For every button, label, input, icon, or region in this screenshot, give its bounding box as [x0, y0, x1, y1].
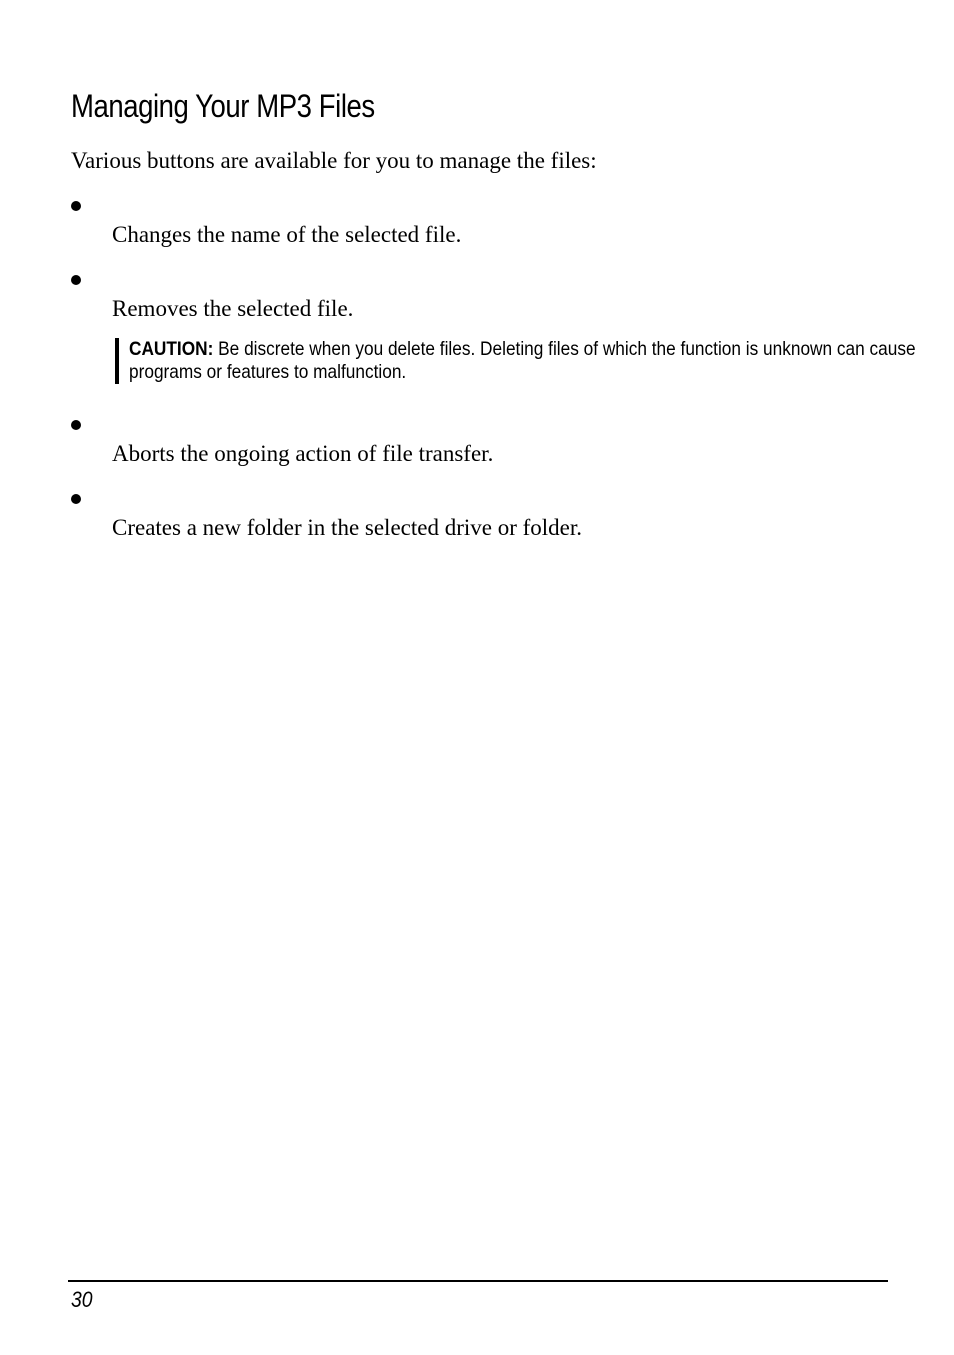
caution-label: CAUTION: — [129, 338, 214, 360]
caution-note — [115, 338, 919, 384]
rename-description: Changes the name of the selected file. — [112, 222, 462, 247]
bullet-marker — [70, 199, 84, 213]
caution-text: Be discrete when you delete files. Deleting files of which the function is unknown can cause programs or features to malfunction. — [129, 338, 916, 383]
bullet-marker — [70, 492, 84, 506]
footer-rule — [68, 1280, 888, 1282]
abort-description: Aborts the ongoing action of file transfer. — [112, 441, 494, 466]
bullet-marker — [70, 418, 84, 432]
new-folder-description: Creates a new folder in the selected drive or folder. — [112, 515, 583, 540]
bullet-marker — [70, 273, 84, 287]
intro-paragraph: Various buttons are available for you to manage the files: — [71, 148, 597, 173]
page-number: 30 — [71, 1287, 93, 1312]
page-title: Managing Your MP3 Files — [71, 88, 375, 124]
delete-description: Removes the selected file. — [112, 296, 354, 321]
